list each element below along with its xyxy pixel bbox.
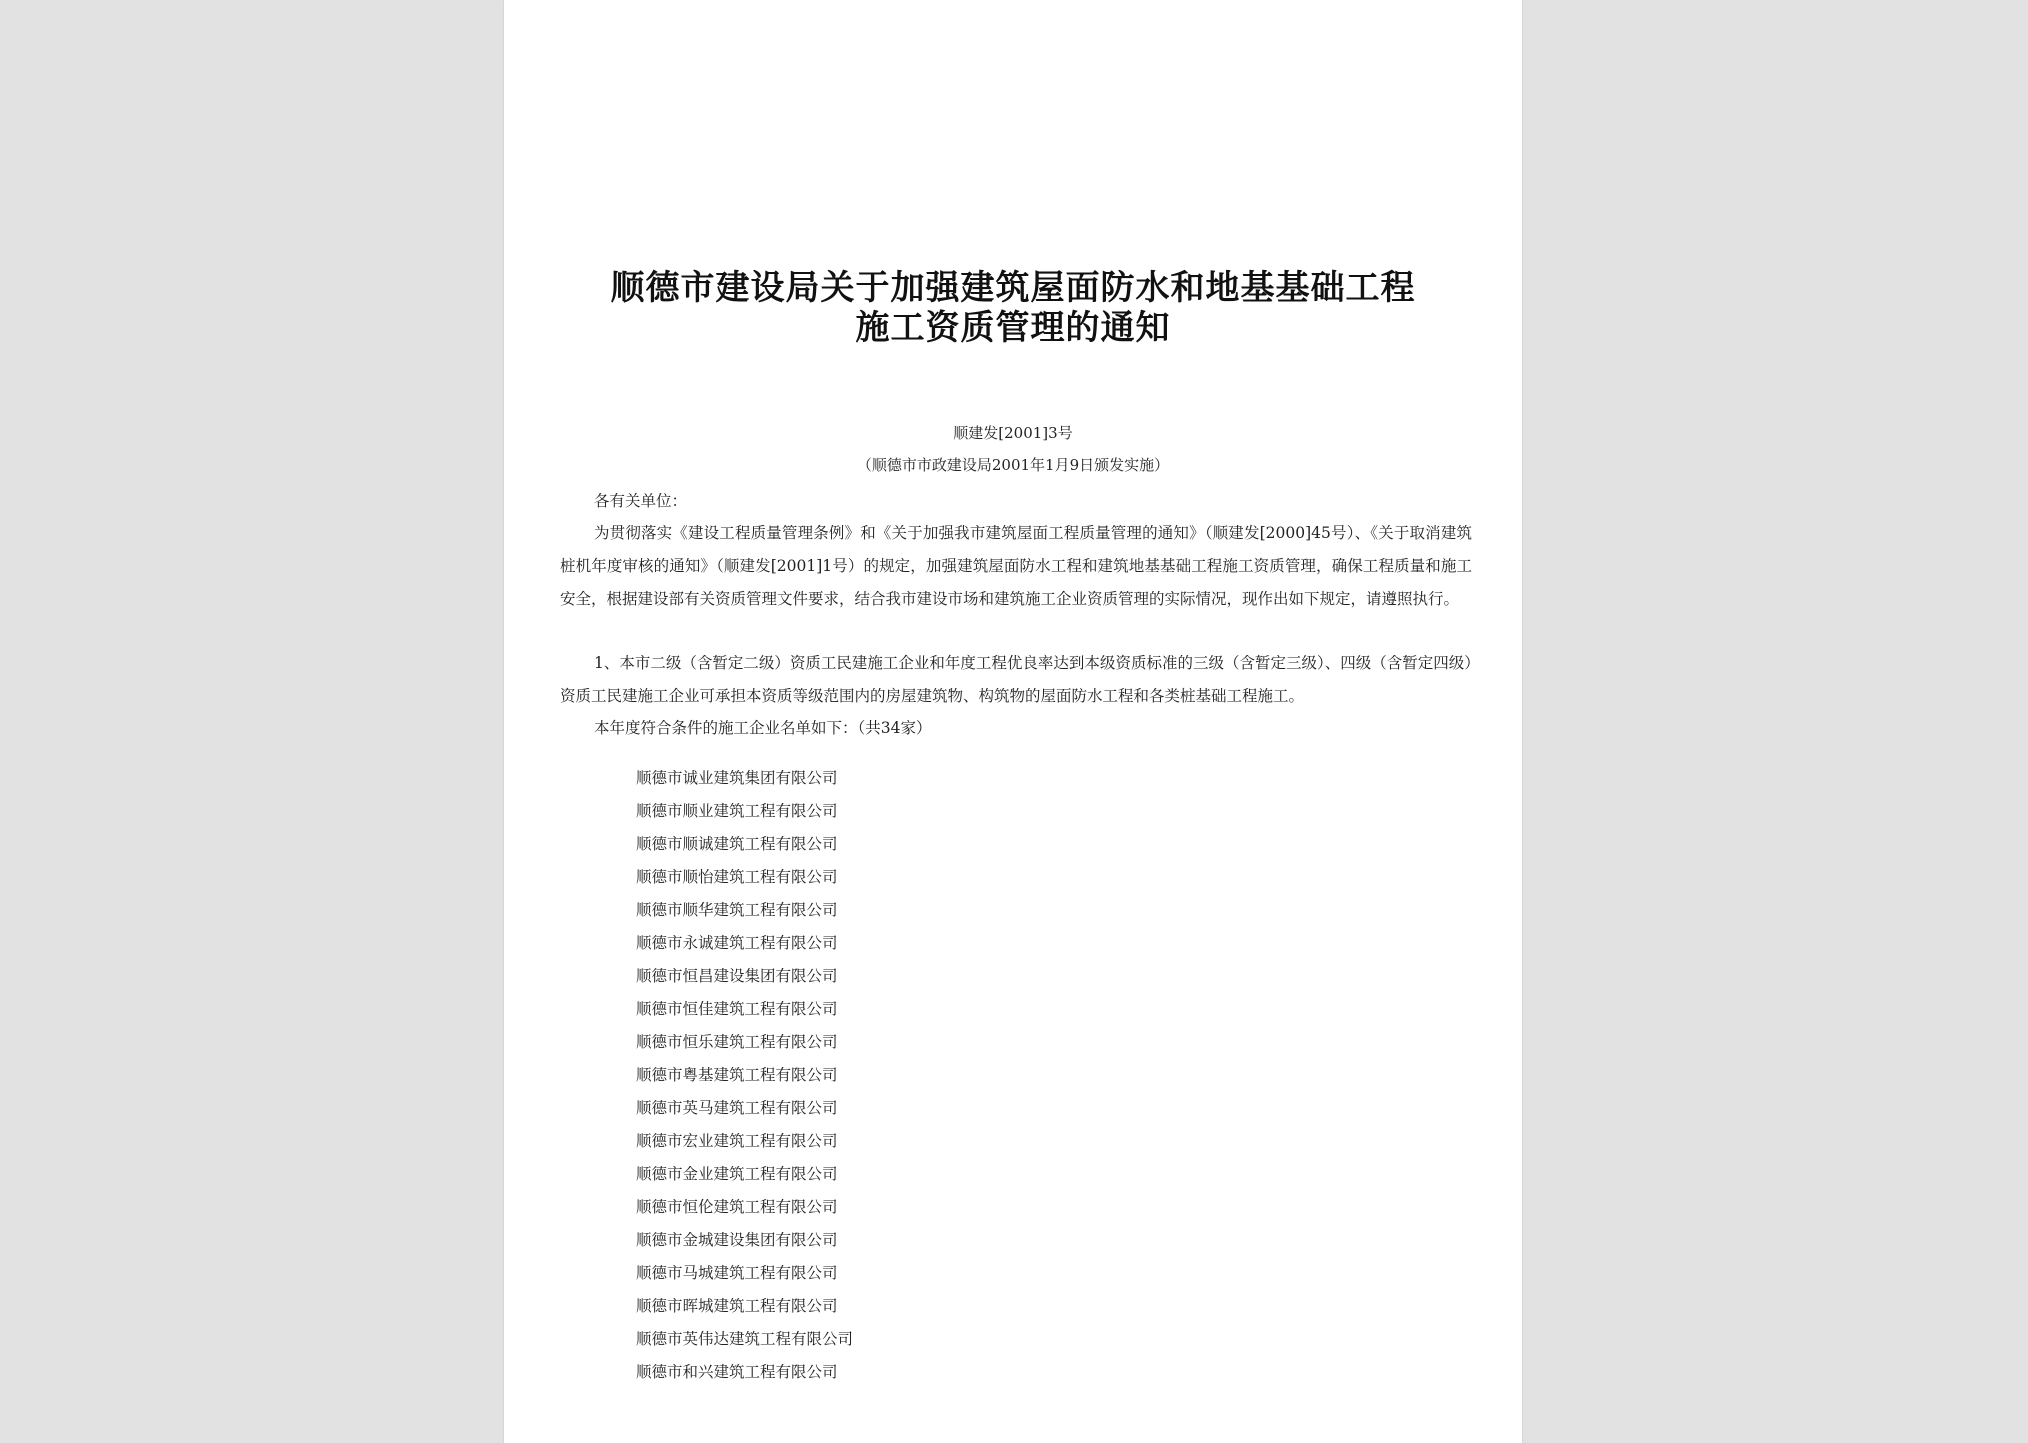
company-item: 顺德市金城建设集团有限公司: [636, 1231, 838, 1249]
company-item: 顺德市恒伦建筑工程有限公司: [636, 1198, 838, 1216]
company-item: 顺德市恒佳建筑工程有限公司: [636, 1000, 838, 1018]
paragraph-1: 为贯彻落实《建设工程质量管理条例》和《关于加强我市建筑屋面工程质量管理的通知》（顺建发[2000]45号）、《关于取消建筑桩机年度审核的通知》（顺建发[2001]1号）的规定，加强建筑屋面防水工程和建筑地基基础工程施工资质管理，确保工程质量和施工安全，根据建设部有关资质管理文件要求，结合我市建设市场和建筑施工企业资质管理的实际情况，现作出如下规定，请遵照执行。: [560, 524, 1473, 608]
company-item: 顺德市马城建筑工程有限公司: [636, 1264, 838, 1282]
paragraph-2: 1、本市二级（含暂定二级）资质工民建施工企业和年度工程优良率达到本级资质标准的三级（含暂定三级）、四级（含暂定四级）资质工民建施工企业可承担本资质等级范围内的房屋建筑物、构筑物的屋面防水工程和各类桩基础工程施工。: [560, 654, 1472, 705]
company-item: 顺德市诚业建筑集团有限公司: [636, 769, 838, 787]
company-item: 顺德市英伟达建筑工程有限公司: [636, 1330, 854, 1348]
issued-note: （顺德市市政建设局2001年1月9日颁发实施）: [856, 456, 1170, 474]
company-item: 顺德市顺诚建筑工程有限公司: [636, 835, 838, 853]
company-item: 顺德市晖城建筑工程有限公司: [636, 1297, 838, 1315]
title-line-2: 施工资质管理的通知: [855, 308, 1171, 348]
company-list: [636, 762, 853, 1389]
company-item: 顺德市恒乐建筑工程有限公司: [636, 1033, 838, 1051]
company-item: 顺德市永诚建筑工程有限公司: [636, 934, 838, 952]
company-item: 顺德市和兴建筑工程有限公司: [636, 1363, 838, 1381]
company-item: 顺德市顺怡建筑工程有限公司: [636, 868, 838, 886]
title-line-1: 顺德市建设局关于加强建筑屋面防水和地基基础工程: [610, 268, 1416, 308]
company-item: 顺德市粤基建筑工程有限公司: [636, 1066, 838, 1084]
company-item: 顺德市顺华建筑工程有限公司: [636, 901, 838, 919]
company-item: 顺德市英马建筑工程有限公司: [636, 1099, 838, 1117]
company-item: 顺德市金业建筑工程有限公司: [636, 1165, 838, 1183]
paragraph-3: 本年度符合条件的施工企业名单如下：（共34家）: [594, 719, 932, 737]
company-item: 顺德市顺业建筑工程有限公司: [636, 802, 838, 820]
company-item: 顺德市恒昌建设集团有限公司: [636, 967, 838, 985]
company-item: 顺德市宏业建筑工程有限公司: [636, 1132, 838, 1150]
greeting: 各有关单位：: [594, 492, 688, 510]
document-page: [504, 0, 1522, 1443]
document-number: 顺建发[2001]3号: [953, 424, 1073, 442]
